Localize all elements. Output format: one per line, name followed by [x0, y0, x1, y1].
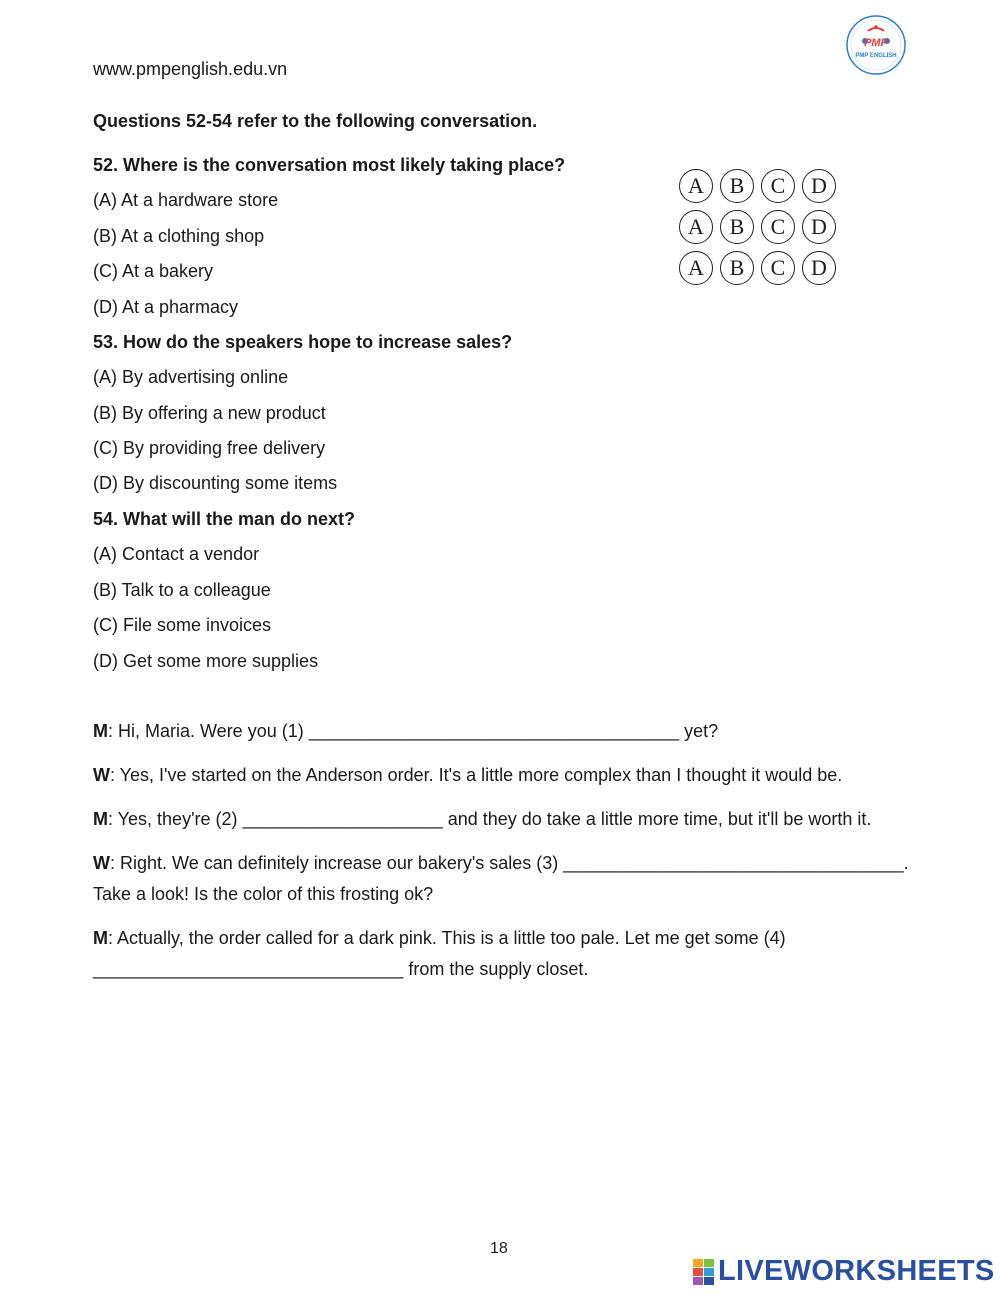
option-52-c: (C) At a bakery — [93, 261, 214, 281]
bubble-53-a[interactable]: A — [679, 210, 713, 244]
logo-icon — [846, 15, 906, 75]
speaker-label: W — [93, 853, 110, 873]
transcript-text: : Right. We can definitely increase our bakery's sales (3) __________________________________. — [110, 853, 909, 873]
transcript-line-5 — [93, 928, 786, 949]
option-52-b: (B) At a clothing shop — [93, 226, 265, 246]
bubble-53-c[interactable]: C — [761, 210, 795, 244]
transcript-line-2 — [93, 765, 842, 786]
transcript-text: : Yes, they're (2) ____________________ and they do take a little more time, but it'll be worth it. — [108, 809, 872, 829]
option-53-c: (C) By providing free delivery — [93, 438, 326, 458]
transcript-text: : Yes, I've started on the Anderson order. It's a little more complex than I thought it would be. — [110, 765, 843, 785]
transcript-line-1 — [93, 721, 718, 742]
bubble-52-c[interactable]: C — [761, 169, 795, 203]
option-54-b: (B) Talk to a colleague — [93, 580, 271, 600]
liveworksheets-wordmark: LIVEWORKSHEETS — [718, 1255, 995, 1287]
bubble-53-b[interactable]: B — [720, 210, 754, 244]
option-53-b: (B) By offering a new product — [93, 403, 326, 423]
option-54-c: (C) File some invoices — [93, 615, 272, 635]
questions-intro: Questions 52-54 refer to the following conversation. — [93, 111, 538, 131]
option-52-a: (A) At a hardware store — [93, 190, 279, 210]
answer-row-52 — [679, 169, 836, 203]
bubble-54-b[interactable]: B — [720, 251, 754, 285]
speaker-label: M — [93, 721, 108, 741]
svg-text:PMP: PMP — [864, 37, 888, 49]
answer-bubbles — [679, 169, 836, 292]
transcript-line-5-continued: _______________________________ from the supply closet. — [93, 959, 589, 979]
speaker-label: W — [93, 765, 110, 785]
bubble-52-b[interactable]: B — [720, 169, 754, 203]
page-number: 18 — [490, 1240, 508, 1257]
transcript-line-3 — [93, 809, 871, 830]
transcript-text: : Actually, the order called for a dark pink. This is a little too pale. Let me get some (4) — [108, 928, 786, 948]
question-52: 52. Where is the conversation most likely taking place? — [93, 155, 566, 175]
liveworksheets-brand — [693, 1255, 995, 1288]
option-54-d: (D) Get some more supplies — [93, 651, 319, 671]
option-53-a: (A) By advertising online — [93, 367, 289, 387]
bubble-54-d[interactable]: D — [802, 251, 836, 285]
question-53: 53. How do the speakers hope to increase sales? — [93, 332, 513, 352]
website-url: www.pmpenglish.edu.vn — [93, 59, 288, 79]
speaker-label: M — [93, 928, 108, 948]
option-53-d: (D) By discounting some items — [93, 473, 338, 493]
bubble-54-a[interactable]: A — [679, 251, 713, 285]
bubble-54-c[interactable]: C — [761, 251, 795, 285]
transcript-line-4 — [93, 853, 909, 874]
option-52-d: (D) At a pharmacy — [93, 297, 239, 317]
liveworksheets-icon — [693, 1259, 715, 1285]
svg-text:PMP ENGLISH: PMP ENGLISH — [855, 53, 897, 59]
bubble-52-d[interactable]: D — [802, 169, 836, 203]
transcript-text: : Hi, Maria. Were you (1) _____________________________________ yet? — [108, 721, 719, 741]
answer-row-53 — [679, 210, 836, 244]
bubble-53-d[interactable]: D — [802, 210, 836, 244]
option-54-a: (A) Contact a vendor — [93, 544, 260, 564]
question-54: 54. What will the man do next? — [93, 509, 356, 529]
speaker-label: M — [93, 809, 108, 829]
bubble-52-a[interactable]: A — [679, 169, 713, 203]
answer-row-54 — [679, 251, 836, 285]
transcript-line-4-continued: Take a look! Is the color of this frosting ok? — [93, 884, 434, 904]
pmp-english-logo — [846, 15, 906, 75]
